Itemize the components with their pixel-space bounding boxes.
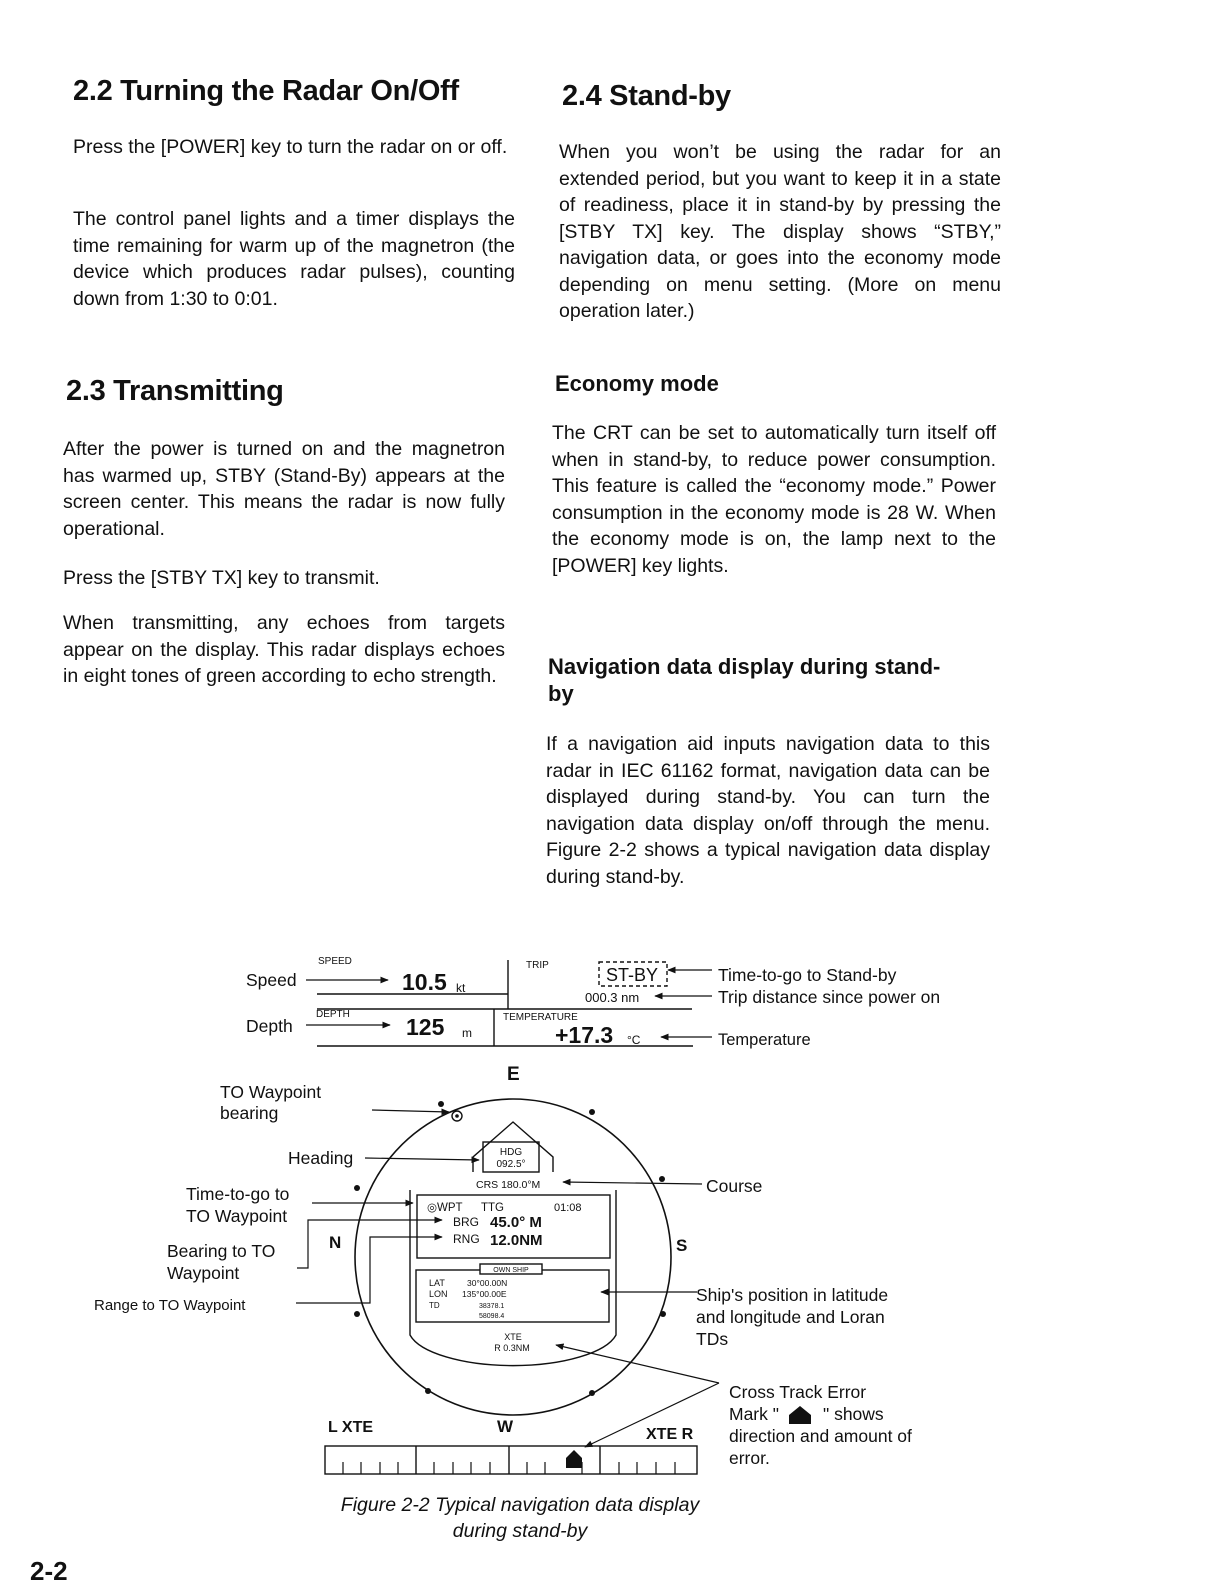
wpt-label: ◎WPT [427, 1202, 463, 1214]
callout-brg-wpt-1: Bearing to TO [167, 1241, 276, 1261]
callout-rng-wpt: Range to TO Waypoint [94, 1297, 246, 1314]
section-2-3-paragraph-2: Press the [STBY TX] key to transmit. [63, 567, 380, 589]
callout-to-wpt-bearing-2: bearing [220, 1103, 279, 1123]
lon-label: LON [429, 1289, 448, 1299]
callout-course: Course [706, 1176, 763, 1196]
standby-indicator: ST-BY [606, 965, 659, 985]
own-ship-label: OWN SHIP [493, 1267, 529, 1274]
section-2-2-heading: 2.2 Turning the Radar On/Off [73, 75, 459, 107]
navigation-data-heading: Navigation data display during stand-by [548, 654, 941, 706]
callout-xte-2a: Mark " [729, 1404, 779, 1424]
callout-xte-1: Cross Track Error [729, 1382, 867, 1402]
figure-caption-line-2: during stand-by [452, 1520, 588, 1542]
speed-tag: SPEED [318, 956, 352, 967]
section-2-3-heading: 2.3 Transmitting [66, 375, 284, 407]
page-number: 2-2 [30, 1556, 68, 1586]
callout-heading: Heading [288, 1148, 354, 1168]
depth-unit: m [462, 1026, 472, 1040]
ship-mark-icon [789, 1406, 811, 1424]
figure-caption [300, 1492, 740, 1544]
callout-trip: Trip distance since power on [718, 987, 941, 1007]
direction-s: S [676, 1236, 688, 1255]
depth-value: 125 [406, 1014, 445, 1040]
temperature-unit: °C [627, 1033, 641, 1047]
callout-depth: Depth [246, 1016, 293, 1036]
trip-value: 000.3 nm [585, 990, 640, 1005]
navigation-data-paragraph: If a navigation aid inputs navigation data to this radar in IEC 61162 format, navigation data can be displayed during stand-by. You can turn the navigation data display on/off through the menu. Figure 2-2 shows a typical navigation data display during stand-by. [546, 733, 990, 888]
brg-value: 45.0° M [490, 1214, 542, 1231]
rng-label: RNG [453, 1232, 480, 1246]
section-2-3-paragraph-1: After the power is turned on and the magnetron has warmed up, STBY (Stand-By) appears at the screen center. This means the radar is now fully operational. [63, 438, 505, 540]
section-2-2-paragraph-2: The control panel lights and a timer displays the time remaining for warm up of the magnetron (the device which produces radar pulses), counting down from 1:30 to 0:01. [73, 208, 515, 310]
lat-label: LAT [429, 1278, 445, 1288]
callout-xte-2b: " shows [823, 1404, 884, 1424]
course-value: CRS 180.0°M [476, 1179, 541, 1191]
figure-caption-line-1: Figure 2-2 Typical navigation data display [340, 1494, 700, 1516]
callout-position-3: TDs [696, 1329, 729, 1349]
section-2-2-paragraph-1: Press the [POWER] key to turn the radar on or off. [73, 136, 508, 158]
xte-right-label: XTE R [646, 1426, 694, 1443]
speed-value: 10.5 [402, 969, 447, 995]
economy-mode-paragraph: The CRT can be set to automatically turn itself off when in stand-by, to reduce power consumption. This feature is called the “economy mode.” Power consumption in the economy mode is 28 W. When the economy mode is on, the lamp next to the [POWER] key lights. [552, 422, 996, 577]
td-value-1: 38378.1 [479, 1303, 505, 1310]
temperature-value: +17.3 [555, 1022, 614, 1048]
callout-xte-3: direction and amount of [729, 1426, 912, 1446]
ttg-value: 01:08 [554, 1202, 582, 1214]
speed-unit: kt [456, 981, 466, 995]
economy-mode-heading: Economy mode [555, 371, 719, 396]
xte-ship-mark [566, 1450, 582, 1468]
td-value-2: 58098.4 [479, 1313, 505, 1320]
callout-to-wpt-bearing-1: TO Waypoint [220, 1082, 322, 1102]
direction-n: N [329, 1233, 342, 1252]
depth-tag: DEPTH [316, 1009, 350, 1020]
xte-value: R 0.3NM [494, 1343, 530, 1353]
callout-brg-wpt-2: Waypoint [167, 1263, 240, 1283]
direction-w: W [497, 1417, 514, 1436]
callout-ttg-wpt-2: TO Waypoint [186, 1206, 288, 1226]
hdg-label: HDG [499, 1147, 523, 1158]
direction-e: E [507, 1064, 520, 1085]
lat-value: 30°00.00N [467, 1278, 508, 1288]
temperature-tag: TEMPERATURE [503, 1012, 578, 1023]
callout-speed: Speed [246, 970, 297, 990]
trip-tag: TRIP [526, 960, 549, 971]
xte-left-label: L XTE [328, 1419, 374, 1436]
callout-xte-4: error. [729, 1448, 770, 1468]
td-label: TD [429, 1301, 440, 1310]
xte-label: XTE [504, 1332, 522, 1342]
callout-position-2: and longitude and Loran [696, 1307, 885, 1327]
lon-value: 135°00.00E [462, 1289, 507, 1299]
section-2-4-paragraph-1: When you won’t be using the radar for an extended period, but you want to keep it in a state of readiness, place it in stand-by by pressing the [STBY TX] key. The display shows “STBY,” navigation data, or goes into the economy mode depending on menu setting. (More on menu operation later.) [559, 141, 1001, 322]
rng-value: 12.0NM [490, 1232, 543, 1249]
brg-label: BRG [453, 1215, 480, 1229]
section-2-4-heading: 2.4 Stand-by [562, 80, 731, 112]
section-2-3-paragraph-3: When transmitting, any echoes from targets appear on the display. This radar displays echoes in eight tones of green according to echo strength. [63, 612, 505, 687]
ttg-label: TTG [481, 1202, 504, 1214]
hdg-value: 092.5° [496, 1159, 526, 1170]
callout-ttg-wpt-1: Time-to-go to [186, 1184, 290, 1204]
callout-temperature: Temperature [718, 1031, 811, 1049]
callout-position-1: Ship's position in latitude [696, 1285, 889, 1305]
callout-ttg-standby: Time-to-go to Stand-by [718, 965, 897, 985]
